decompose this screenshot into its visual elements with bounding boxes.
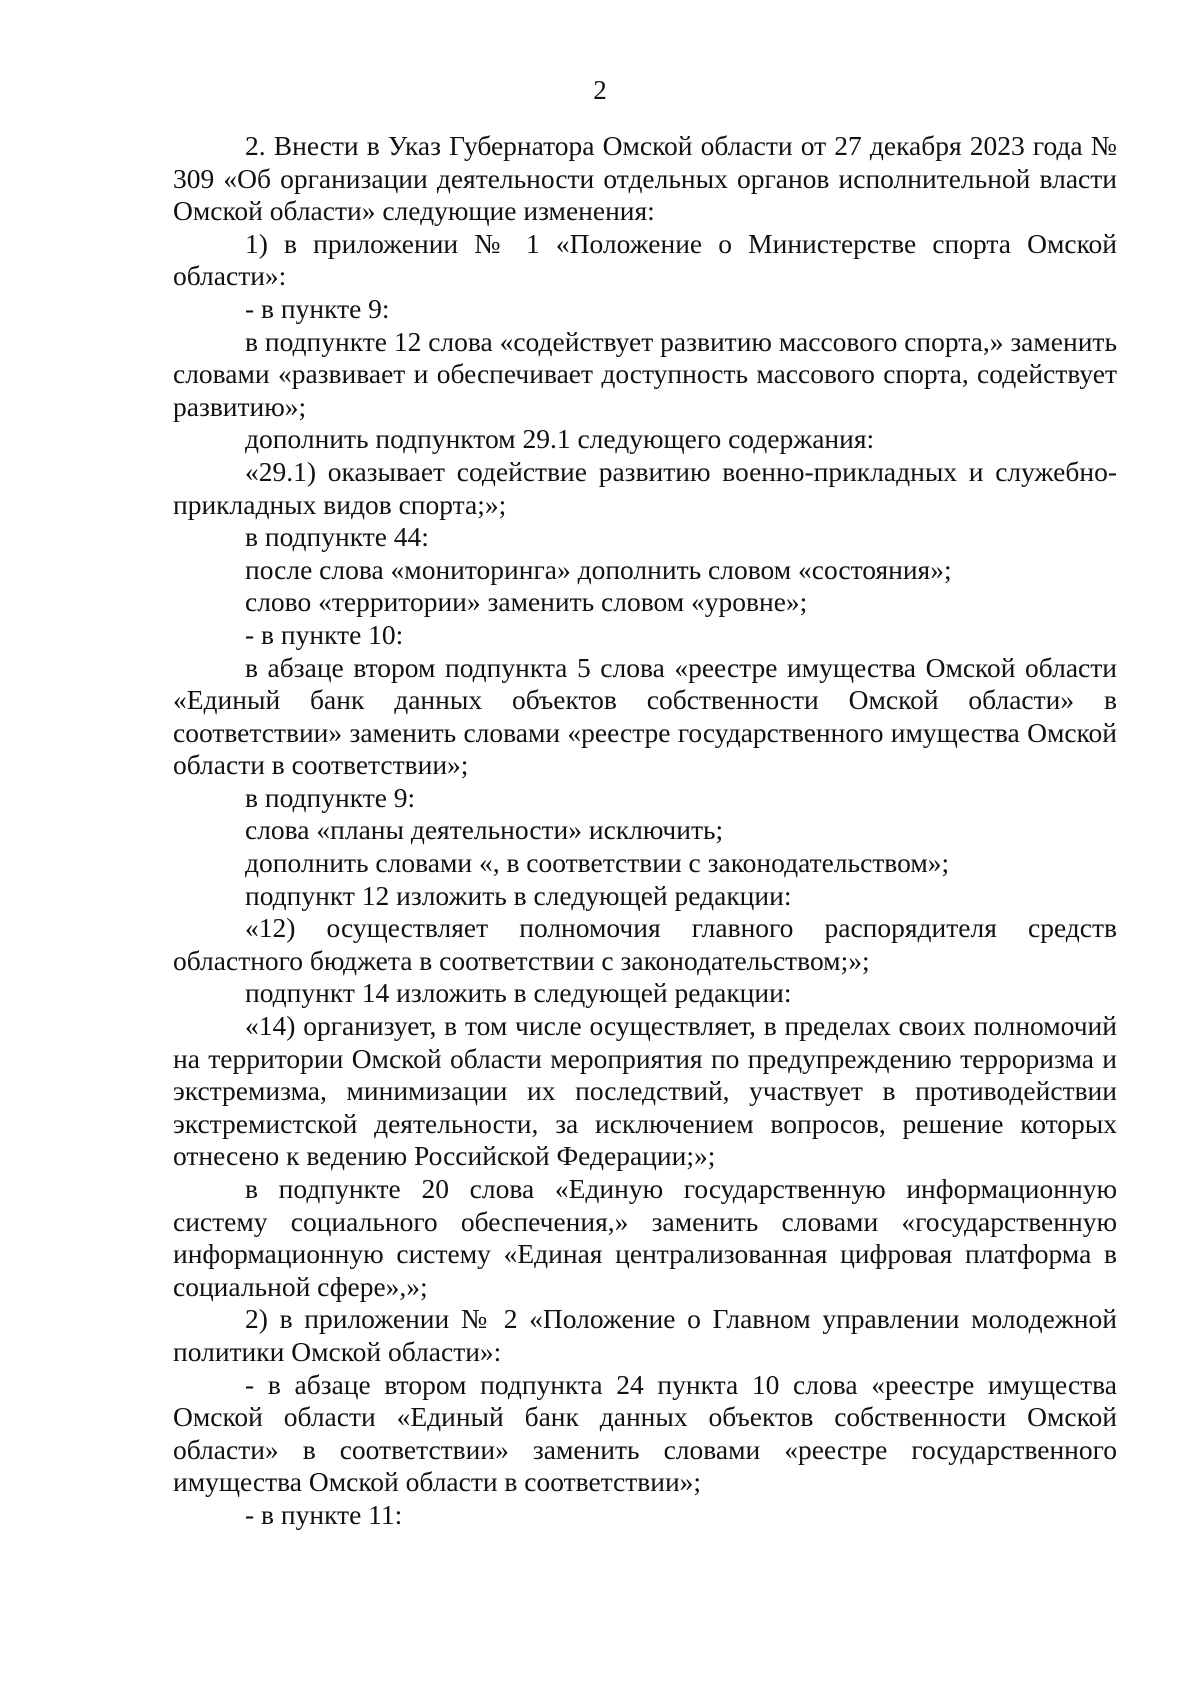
paragraph-clause-11: - в пункте 11: — [245, 1498, 403, 1530]
paragraph-subclause-29-1-text: «29.1) оказывает содействие развитию военно-прикладных и служебно-прикладных видов спорта;»; — [173, 455, 1117, 520]
paragraph-subclause-44: в подпункте 44: — [245, 521, 429, 553]
paragraph-subclause-12-change: в подпункте 12 слова «содействует развитию массового спорта,» заменить словами «развивает и обеспечивает доступность массового спорта, содействует развитию»; — [173, 325, 1117, 422]
paragraph-plans-exclude: слова «планы деятельности» исключить; — [245, 814, 724, 846]
paragraph-subclause-9: в подпункте 9: — [245, 781, 416, 813]
paragraph-monitoring-change: после слова «мониторинга» дополнить словом «состояния»; — [245, 553, 952, 585]
paragraph-subclause-12-text: «12) осуществляет полномочия главного распорядителя средств областного бюджета в соответствии с законодательством;»; — [173, 912, 1117, 976]
paragraph-subitem-1-sport-ministry: 1) в приложении № 1 «Положение о Министерстве спорта Омской области»: — [173, 227, 1117, 292]
paragraph-subitem-2-youth-policy: 2) в приложении № 2 «Положение о Главном управлении молодежной политики Омской области»: — [173, 1303, 1117, 1367]
paragraph-clause-10: - в пункте 10: — [245, 618, 404, 650]
paragraph-subclause-14-text: «14) организует, в том числе осуществляет, в пределах своих полномочий на территории Омской области мероприятия по предупреждению терроризма и экстремизма, минимизации их последствий, участвует в противодействии экстремистской деятельности, за исключением вопросов, решение которых отнесено к ведению Российской Федерации;»; — [173, 1010, 1117, 1172]
paragraph-subclause-14-new-edition: подпункт 14 изложить в следующей редакции: — [245, 977, 792, 1009]
paragraph-territory-change: слово «территории» заменить словом «уровне»; — [245, 586, 808, 618]
paragraph-subclause-5-registry: в абзаце втором подпункта 5 слова «реестре имущества Омской области «Единый банк данных объектов собственности Омской области» в соответствии» заменить словами «реестре государственного имущества Омской области в соответствии»; — [173, 651, 1117, 781]
paragraph-subclause-24-registry: - в абзаце втором подпункта 24 пункта 10 слова «реестре имущества Омской области «Единый банк данных объектов собственности Омской области» в соответствии» заменить словами «реестре государственного имущества Омской области в соответствии»; — [173, 1368, 1117, 1498]
paragraph-add-subclause-29-1: дополнить подпунктом 29.1 следующего содержания: — [245, 423, 875, 455]
page-number: 2 — [593, 75, 607, 105]
paragraph-item-2-intro: 2. Внести в Указ Губернатора Омской области от 27 декабря 2023 года № 309 «Об организации деятельности отдельных органов исполнительной власти Омской области» следующие изменения: — [173, 130, 1117, 227]
paragraph-subclause-12-new-edition: подпункт 12 изложить в следующей редакции: — [245, 879, 792, 911]
paragraph-clause-9: - в пункте 9: — [245, 292, 390, 324]
paragraph-subclause-20-change: в подпункте 20 слова «Единую государственную информационную систему социального обеспечения,» заменить словами «государственную информационную систему «Единая централизованная цифровая платформа в социальной сфере»,»; — [173, 1173, 1117, 1302]
paragraph-legislation-add: дополнить словами «, в соответствии с законодательством»; — [245, 847, 950, 879]
document-body — [173, 130, 1117, 1532]
